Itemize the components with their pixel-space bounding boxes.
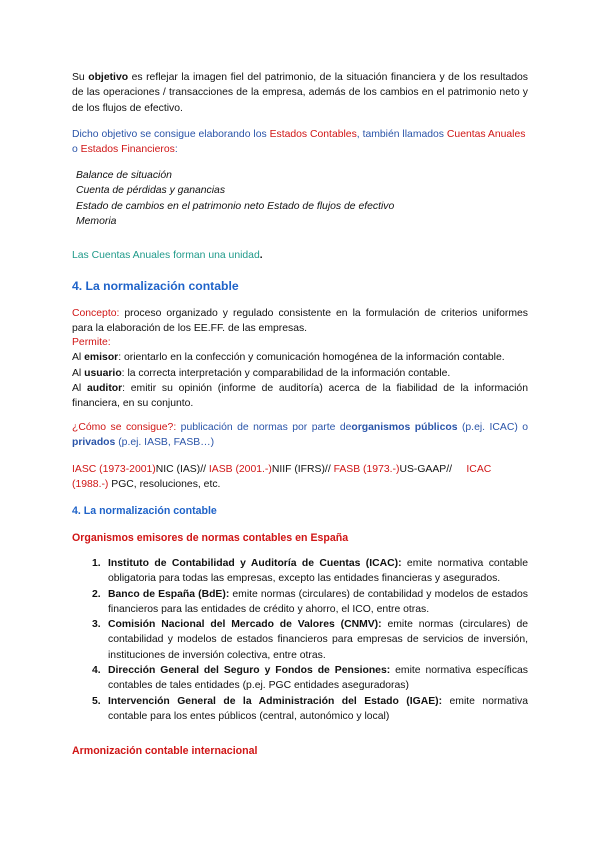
- iasb-term: IASB (2001.-): [208, 464, 272, 475]
- section-title: 4. La normalización contable: [72, 279, 239, 293]
- auditor-keyword: auditor: [86, 382, 123, 394]
- organismos-publicos-term: organismos públicos: [351, 422, 458, 433]
- organismo-item: 2. Banco de España (BdE): emite normas (circulares) de contabilidad y modelos de estados financieros para las entidades de crédito y ahorro, el ICO, entre otras.: [92, 588, 529, 615]
- organismo-name: Instituto de Contabilidad y Auditoría de Cuentas (ICAC):: [108, 558, 402, 569]
- section-subtitle: 4. La normalización contable: [72, 505, 217, 517]
- text-span: proceso organizado y regulado consistente en la formulación de criterios uniformes para la elaboración de los EE.FF. de las empresas.: [72, 308, 528, 335]
- text-span: :: [174, 144, 178, 156]
- estados-financieros-term: Estados Financieros: [80, 144, 175, 156]
- armonizacion-title: Armonización contable internacional: [72, 745, 258, 757]
- unity-sentence: [72, 248, 528, 263]
- fasb-term: FASB (1973.-): [333, 464, 400, 475]
- organismo-item: 3. Comisión Nacional del Mercado de Valores (CNMV): emite normas (circulares) de contabilidad y modelos de estados financieros para empresas de servicios de inversión, instituciones de inversión colectiva, entre otras.: [92, 619, 529, 661]
- text-span: Dicho objetivo se consigue elaborando los: [72, 129, 270, 140]
- usuario-keyword: usuario: [84, 367, 122, 379]
- usuario-line: Al usuario: la correcta interpretación y comparabilidad de la información contable.: [72, 367, 451, 379]
- permite-label: Permite:: [72, 337, 111, 348]
- text-span: es reflejar la imagen fiel del patrimonio, de la situación financiera y de los resultados de las operaciones / transacciones de la empresa, además de los cambios en el patrimonio neto y de los flujos de efectivo.: [72, 72, 528, 114]
- organismo-item: 1. Instituto de Contabilidad y Auditoría de Cuentas (ICAC): emite normativa contable obligatoria para todas las empresas, excepto las entidades financieras y asegurados.: [92, 558, 528, 585]
- icac-term: ICAC (1988.-): [72, 464, 492, 491]
- concept-paragraph: [72, 306, 528, 337]
- standards-paragraph: IASC (1973-2001)NIC (IAS)// IASB (2001.-)NIIF (IFRS)// FASB (1973.-)US-GAAP// ICAC (1988.-) PGC, resoluciones, etc.: [72, 464, 492, 491]
- text-span: Las Cuentas Anuales forman una unidad: [72, 250, 260, 261]
- organismos-list: [72, 556, 528, 724]
- organismo-name: Intervención General de la Administración del Estado (IGAE):: [108, 695, 443, 707]
- cuentas-anuales-term: Cuentas Anuales: [446, 129, 526, 140]
- organismo-item: 5. Intervención General de la Administración del Estado (IGAE): emite normativa contable para los entes públicos (central, autonómico y local): [92, 695, 528, 722]
- como-question: ¿Cómo se consigue?:: [72, 422, 177, 433]
- organismo-name: Comisión Nacional del Mercado de Valores (CNMV):: [108, 619, 382, 631]
- emisor-keyword: emisor: [84, 352, 119, 364]
- organismo-name: Banco de España (BdE):: [108, 588, 230, 600]
- privados-term: privados: [72, 437, 116, 449]
- text-span: Su: [72, 72, 89, 83]
- objective-paragraph: [72, 70, 528, 116]
- como-paragraph: ¿Cómo se consigue?: publicación de normas por parte deorganismos públicos (p.ej. ICAC) o privados (p.ej. IASB, FASB…): [72, 422, 529, 449]
- organismos-title: Organismos emisores de normas contables en España: [72, 532, 349, 544]
- statement-item: Cuenta de pérdidas y ganancias: [76, 185, 226, 197]
- text-span: .: [259, 250, 263, 261]
- estados-contables-term: Estados Contables: [269, 129, 357, 140]
- auditor-line: Al auditor: emitir su opinión (informe de auditoría) acerca de la fiabilidad de la información financiera, en su conjunto.: [72, 382, 528, 410]
- text-span: o: [72, 144, 81, 156]
- permite-paragraph: [72, 335, 528, 411]
- iasc-term: IASC (1973-2001): [72, 464, 156, 475]
- organismo-name: Dirección General del Seguro y Fondos de Pensiones:: [108, 665, 391, 677]
- objective-keyword: objetivo: [88, 72, 129, 83]
- statement-item: Memoria: [76, 215, 117, 227]
- states-intro-paragraph: [72, 127, 528, 158]
- concept-label: Concepto:: [72, 308, 120, 319]
- organismo-item: 4. Dirección General del Seguro y Fondos de Pensiones: emite normativa específicas contables de tales entidades (p.ej. PGC entidades aseguradoras): [92, 665, 528, 692]
- emisor-line: Al emisor: orientarlo en la confección y comunicación homogénea de la información contable.: [72, 352, 505, 364]
- financial-statements-list: [76, 168, 532, 229]
- text-span: , también llamados: [356, 129, 447, 140]
- statement-item: Estado de cambios en el patrimonio neto Estado de flujos de efectivo: [76, 200, 395, 212]
- statement-item: Balance de situación: [76, 170, 172, 181]
